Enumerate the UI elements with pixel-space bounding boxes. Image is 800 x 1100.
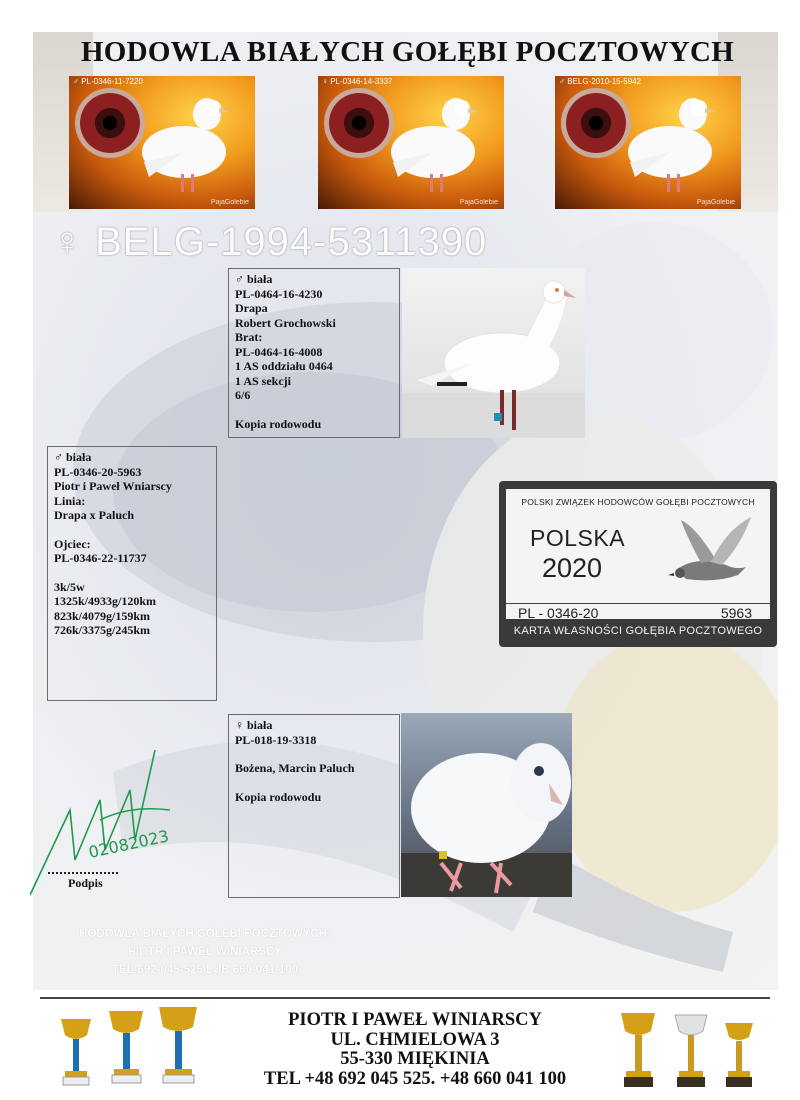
info-line: 1325k/4933g/120km: [54, 594, 157, 608]
footer-divider: [40, 997, 770, 999]
info-line: Piotr i Paweł Wniarscy: [54, 479, 172, 493]
ring-number-watermark: ♀ BELG-1994-5311390: [52, 220, 488, 264]
info-line: ♀ biała: [235, 718, 273, 732]
info-line: 1 AS sekcji: [235, 373, 292, 388]
white-pigeon-image: [129, 82, 249, 202]
info-line: PL-018-19-3318: [235, 732, 317, 747]
photo-watermark: PajaGolebie: [459, 199, 498, 206]
breeder-address: [215, 1011, 615, 1089]
breeder-name: PIOTR I PAWEŁ WINIARSCY: [288, 1010, 542, 1030]
info-line: Ojciec:: [54, 536, 91, 551]
pigeon-info-box-left: [47, 446, 217, 701]
breeder-phone: TEL +48 692 045 525. +48 660 041 100: [263, 1068, 567, 1089]
info-line: 3k/5w: [54, 579, 85, 594]
pigeon-photo-closeup: [401, 713, 572, 897]
photo-watermark: PajaGolebie: [696, 199, 735, 206]
pedigree-copy-label: Kopia rodowodu: [235, 416, 322, 431]
info-line: PL-0346-20-5963: [54, 464, 142, 479]
trophy-icons-left: [55, 1005, 205, 1095]
faint-breeder-title: HODOWLA BIAŁYCH GOŁĘBI POCZTOWYCH:: [79, 928, 331, 940]
card-header: POLSKI ZWIĄZEK HODOWCÓW GOŁĘBI POCZTOWYCH: [521, 497, 755, 507]
white-pigeon-image: [615, 82, 735, 202]
white-pigeon-image: [402, 268, 585, 438]
info-line: Linia:: [54, 493, 86, 508]
handwritten-signature: [30, 750, 210, 900]
card-footer: KARTA WŁASNOŚCI GOŁĘBIA POCZTOWEGO: [513, 625, 763, 637]
info-line: Drapa x Paluch: [54, 508, 135, 522]
faint-breeder-names: PIOTR I PAWEŁ WINIARSCY: [128, 946, 282, 958]
info-line: ♂ biała: [54, 450, 92, 464]
photo-watermark: PajaGolebie: [210, 199, 249, 206]
ownership-card-panel: [506, 489, 770, 619]
info-line: 6/6: [235, 388, 251, 402]
photo-ring-tag: ♂ PL-0346-11-7220: [73, 77, 143, 86]
pigeon-photo-2: [318, 76, 504, 209]
signature-line: [48, 872, 118, 874]
white-pigeon-image: [378, 82, 498, 202]
svg-text:02082023: 02082023: [86, 826, 171, 862]
pigeon-photo-3: [555, 76, 741, 209]
pigeon-info-box-top: [228, 268, 400, 438]
trophy-icon: [61, 1019, 91, 1085]
card-year: 2020: [542, 553, 603, 583]
faint-breeder-phone: TEL:692-045-525 LUB 660-041-100: [111, 964, 299, 976]
page-title: HODOWLA BIAŁYCH GOŁĘBI POCZTOWYCH: [80, 36, 735, 68]
trophy-icons-right: [615, 1005, 765, 1095]
photo-ring-tag: ♀ PL-0346-14-3337: [322, 77, 393, 86]
photo-ring-tag: ♂ BELG-2010-15-5942: [559, 77, 642, 86]
white-pigeon-image: [401, 713, 572, 897]
ownership-card: [499, 481, 777, 647]
card-ring-number: 5963: [720, 605, 752, 621]
signature-label: Podpis: [68, 876, 103, 890]
breeder-street: UL. CHMIELOWA 3: [330, 1029, 500, 1050]
pedigree-copy-label: Kopia rodowodu: [235, 789, 322, 804]
info-line: 823k/4079g/159km: [54, 608, 151, 623]
info-line: Drapa: [235, 301, 268, 315]
info-line: 726k/3375g/245km: [54, 623, 151, 637]
pigeon-info-box-bottom: [228, 714, 400, 898]
info-line: PL-0464-16-4008: [235, 344, 323, 359]
pigeon-photo-1: [69, 76, 255, 209]
info-line: Robert Grochowski: [235, 315, 336, 330]
breeder-city: 55-330 MIĘKINIA: [340, 1049, 490, 1069]
flying-pigeon-image: [656, 515, 756, 595]
info-line: PL-0346-22-11737: [54, 551, 147, 565]
pigeon-photo-standing: [402, 268, 585, 438]
card-divider: [506, 603, 770, 604]
card-ring-prefix: PL - 0346-20: [518, 605, 599, 621]
info-line: ♂ biała: [235, 272, 273, 286]
info-line: PL-0464-16-4230: [235, 286, 323, 301]
info-line: Brat:: [235, 330, 263, 344]
info-line: 1 AS oddziału 0464: [235, 359, 333, 373]
info-line: Bożena, Marcin Paluch: [235, 761, 355, 775]
card-country: POLSKA: [530, 525, 626, 551]
